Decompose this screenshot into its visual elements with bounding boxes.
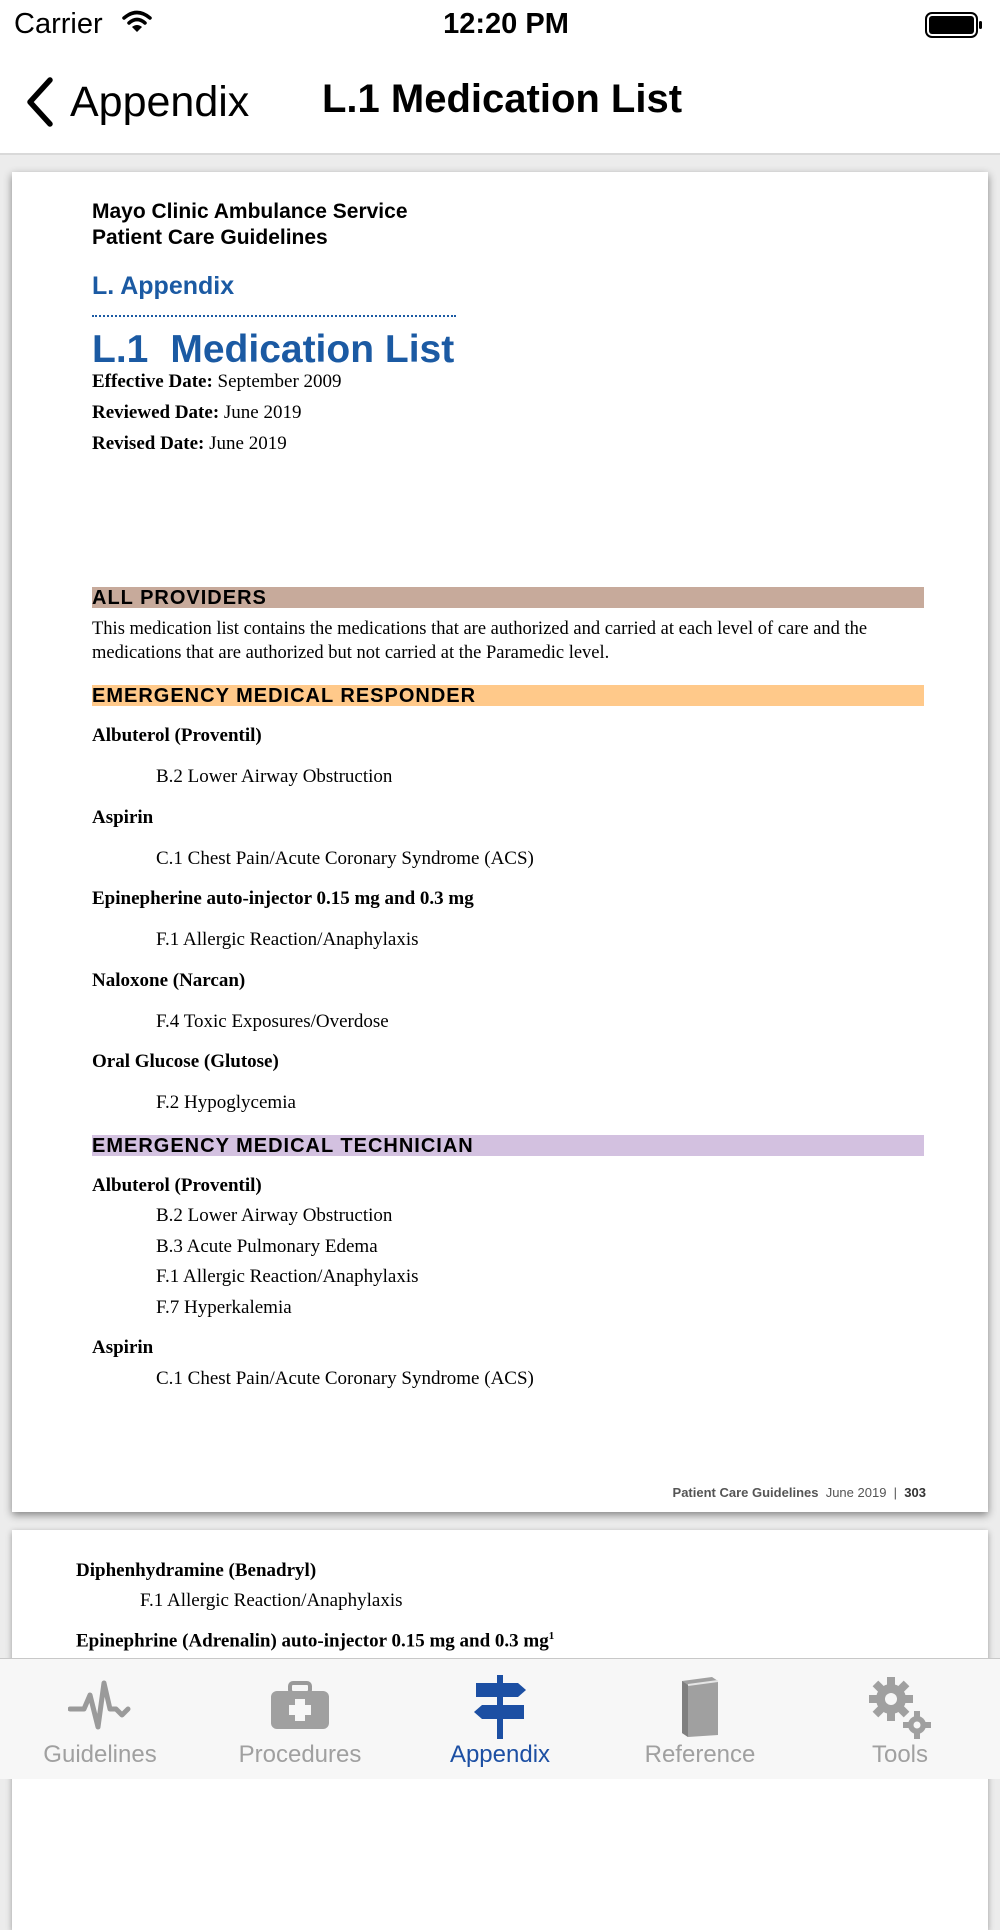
- guideline-reference[interactable]: F.1 Allergic Reaction/Anaphylaxis: [140, 1590, 403, 1611]
- carrier-label: Carrier: [14, 8, 103, 40]
- page-footer: Patient Care Guidelines June 2019 | 303: [672, 1485, 926, 1500]
- back-button[interactable]: [26, 74, 249, 130]
- document-title: [92, 328, 454, 372]
- drug-name: Aspirin: [92, 1337, 154, 1358]
- signpost-icon: [468, 1673, 532, 1739]
- drug-name: Albuterol (Proventil): [92, 1175, 262, 1196]
- tab-label: Appendix: [449, 1741, 551, 1768]
- all-providers-text: This medication list contains the medications that are authorized and carried at each level of care and the medications that are authorized but not carried at the Paramedic level.: [92, 619, 868, 663]
- book-icon: [668, 1673, 732, 1739]
- tab-procedures[interactable]: [200, 1659, 400, 1779]
- guideline-reference[interactable]: F.2 Hypoglycemia: [156, 1092, 296, 1113]
- effective-date: Effective Date: September 2009: [92, 371, 342, 392]
- gears-icon: [865, 1673, 935, 1741]
- tab-label: Reference: [644, 1741, 756, 1768]
- guideline-reference[interactable]: F.1 Allergic Reaction/Anaphylaxis: [156, 929, 419, 950]
- drug-name: Aspirin: [92, 807, 154, 828]
- title-text: Medication List: [170, 328, 455, 371]
- heartbeat-icon: [68, 1673, 132, 1733]
- navigation-bar: [0, 50, 1000, 155]
- back-label: Appendix: [70, 77, 250, 126]
- guideline-reference[interactable]: C.1 Chest Pain/Acute Coronary Syndrome (ACS): [156, 1368, 534, 1389]
- tab-tools[interactable]: [800, 1659, 1000, 1779]
- status-time: 12:20 PM: [443, 8, 569, 40]
- medical-kit-icon: [268, 1673, 332, 1733]
- drug-name: Diphenhydramine (Benadryl): [76, 1560, 317, 1581]
- document-page: [12, 172, 988, 1512]
- tab-reference[interactable]: [600, 1659, 800, 1779]
- org-subtitle: Patient Care Guidelines: [92, 226, 328, 249]
- tab-appendix[interactable]: [400, 1659, 600, 1779]
- chevron-left-icon: [26, 77, 54, 127]
- guideline-reference[interactable]: F.7 Hyperkalemia: [156, 1297, 292, 1318]
- guideline-reference[interactable]: B.3 Acute Pulmonary Edema: [156, 1236, 378, 1257]
- guideline-reference[interactable]: C.1 Chest Pain/Acute Coronary Syndrome (ACS): [156, 848, 534, 869]
- guideline-reference[interactable]: B.2 Lower Airway Obstruction: [156, 766, 393, 787]
- document-header: [92, 199, 408, 251]
- reviewed-date: Reviewed Date: June 2019: [92, 402, 302, 423]
- all-providers-heading: ALL PROVIDERS: [92, 587, 924, 608]
- emt-heading: EMERGENCY MEDICAL TECHNICIAN: [92, 1135, 924, 1156]
- battery-icon: [925, 12, 983, 38]
- page-title: L.1 Medication List: [322, 77, 683, 121]
- tab-guidelines[interactable]: [0, 1659, 200, 1779]
- drug-name: Epinephrine (Adrenalin) auto-injector 0.15 mg and 0.3 $mg^1$: [76, 1630, 555, 1652]
- dotted-divider: [92, 315, 456, 317]
- tab-label: Tools: [871, 1741, 929, 1768]
- tab-label: Guidelines: [43, 1741, 157, 1768]
- section-label: L. Appendix: [92, 272, 235, 300]
- drug-name: Naloxone (Narcan): [92, 970, 246, 991]
- emr-heading: EMERGENCY MEDICAL RESPONDER: [92, 685, 924, 706]
- drug-name: Oral Glucose (Glutose): [92, 1051, 279, 1072]
- tab-bar: [0, 1658, 1000, 1779]
- tab-label: Procedures: [238, 1741, 362, 1768]
- drug-name: Albuterol (Proventil): [92, 725, 262, 746]
- guideline-reference[interactable]: B.2 Lower Airway Obstruction: [156, 1205, 393, 1226]
- revised-date: Revised Date: June 2019: [92, 433, 287, 454]
- guideline-reference[interactable]: F.1 Allergic Reaction/Anaphylaxis: [156, 1266, 419, 1287]
- guideline-reference[interactable]: F.4 Toxic Exposures/Overdose: [156, 1011, 389, 1032]
- org-name: Mayo Clinic Ambulance Service: [92, 200, 408, 223]
- title-number: L.1: [92, 328, 149, 371]
- page-number: 303: [904, 1485, 926, 1500]
- status-bar: [0, 0, 1000, 50]
- drug-name: Epinepherine auto-injector 0.15 mg and 0.3 mg: [92, 888, 474, 909]
